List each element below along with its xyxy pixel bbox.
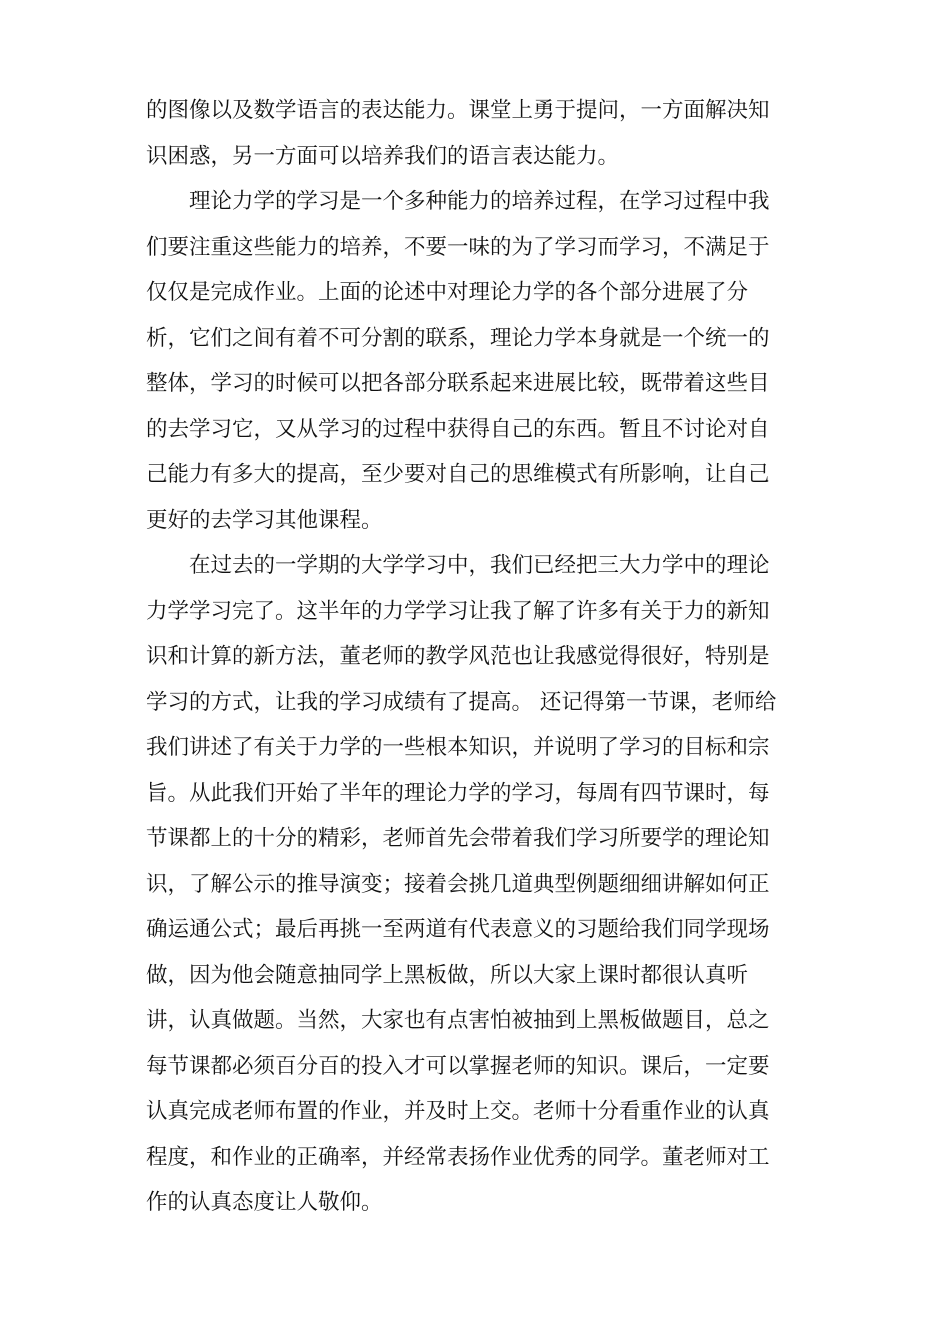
text-line: 认真完成老师布置的作业，并及时上交。老师十分看重作业的认真	[146, 1099, 770, 1124]
paragraph-1	[146, 88, 806, 179]
text-line: 仅仅是完成作业。上面的论述中对理论力学的各个部分进展了分	[146, 280, 749, 305]
text-line: 理论力学的学习是一个多种能力的培养过程，在学习过程中我	[189, 189, 770, 214]
text-line: 们要注重这些能力的培养，不要一味的为了学习而学习，不满足于	[146, 234, 770, 260]
text-line: 节课都上的十分的精彩，老师首先会带着我们学习所要学的理论知	[146, 826, 770, 851]
text-line: 己能力有多大的提高，至少要对自己的思维模式有所影响，让自己	[146, 462, 770, 487]
text-line: 每节课都必须百分百的投入才可以掌握老师的知识。课后，一定要	[146, 1053, 770, 1079]
text-line: 旨。从此我们开始了半年的理论力学的学习，每周有四节课时，每	[146, 780, 770, 806]
text-line: 在过去的一学期的大学学习中，我们已经把三大力学中的理论	[189, 553, 770, 578]
text-line: 我们讲述了有关于力学的一些根本知识，并说明了学习的目标和宗	[146, 735, 770, 760]
text-line: 确运通公式；最后再挑一至两道有代表意义的习题给我们同学现场	[146, 917, 770, 942]
document-body	[146, 88, 806, 1226]
text-line: 作的认真态度让人敬仰。	[146, 1190, 383, 1215]
text-line: 整体，学习的时候可以把各部分联系起来进展比较，既带着这些目	[146, 371, 770, 396]
text-line: 的去学习它，又从学习的过程中获得自己的东西。暂且不讨论对自	[146, 416, 770, 442]
text-line: 析，它们之间有着不可分割的联系，理论力学本身就是一个统一的	[146, 325, 770, 351]
text-line: 的图像以及数学语言的表达能力。课堂上勇于提问，一方面解决知	[146, 98, 770, 123]
text-line: 更好的去学习其他课程。	[146, 507, 383, 533]
text-line: 程度，和作业的正确率，并经常表扬作业优秀的同学。董老师对工	[146, 1144, 770, 1170]
text-line: 力学学习完了。这半年的力学学习让我了解了许多有关于力的新知	[146, 598, 770, 624]
text-line: 学习的方式，让我的学习成绩有了提高。 还记得第一节课，老师给	[146, 689, 777, 715]
text-line: 识困惑，另一方面可以培养我们的语言表达能力。	[146, 143, 620, 169]
text-line: 做，因为他会随意抽同学上黑板做，所以大家上课时都很认真听	[146, 962, 749, 988]
paragraph-2	[146, 179, 806, 543]
paragraph-3	[146, 543, 806, 1226]
text-line: 识和计算的新方法，董老师的教学风范也让我感觉得很好，特别是	[146, 644, 770, 669]
text-line: 识，了解公示的推导演变；接着会挑几道典型例题细细讲解如何正	[146, 871, 770, 897]
text-line: 讲，认真做题。当然，大家也有点害怕被抽到上黑板做题目，总之	[146, 1008, 770, 1033]
